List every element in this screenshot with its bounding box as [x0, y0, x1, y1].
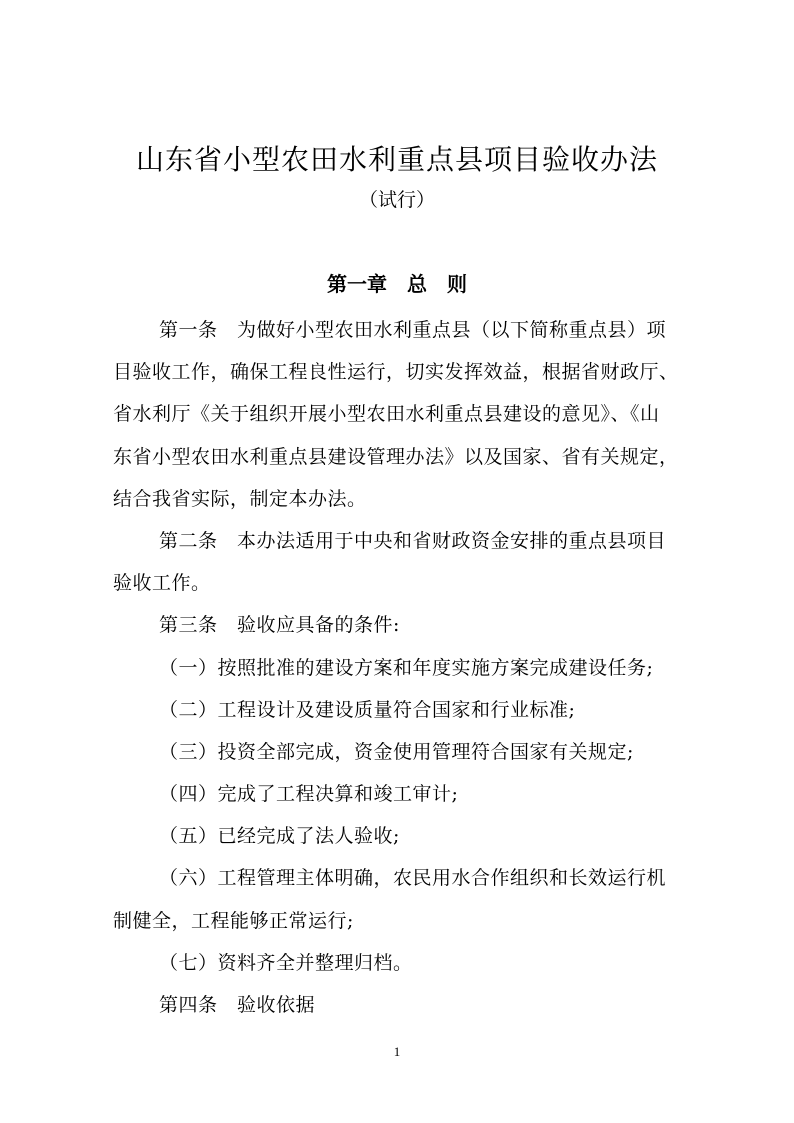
line-text: （四）完成了工程决算和竣工审计; [159, 783, 459, 806]
text-line [113, 436, 685, 478]
text-line [113, 900, 685, 942]
document-body [113, 309, 685, 1026]
text-line [113, 478, 685, 520]
text-line [113, 689, 685, 731]
line-text: 制健全，工程能够正常运行; [113, 909, 354, 932]
line-text: （二）工程设计及建设质量符合国家和行业标准; [159, 698, 576, 721]
article-label: 第一条 [159, 319, 238, 341]
line-text: （三）投资全部完成，资金使用管理符合国家有关规定; [159, 740, 634, 763]
text-line [113, 351, 685, 393]
line-text: 省水利厅《关于组织开展小型农田水利重点县建设的意见》、《山 [113, 403, 660, 426]
text-line [113, 984, 685, 1026]
line-text: 验收应具备的条件: [237, 614, 400, 637]
text-line [113, 520, 685, 562]
line-text: 本办法适用于中央和省财政资金安排的重点县项目 [237, 529, 667, 552]
text-line [113, 604, 685, 646]
line-text: 为做好小型农田水利重点县（以下简称重点县）项 [237, 319, 667, 341]
text-line [113, 815, 685, 857]
line-text: （一）按照批准的建设方案和年度实施方案完成建设任务; [159, 656, 654, 679]
line-text: 验收依据 [237, 994, 316, 1016]
article-label: 第三条 [159, 614, 238, 637]
line-text: 东省小型农田水利重点县建设管理办法》以及国家、省有关规定， [113, 445, 679, 468]
line-text: （六）工程管理主体明确，农民用水合作组织和长效运行机 [159, 867, 667, 890]
text-line [113, 393, 685, 435]
text-line [113, 731, 685, 773]
line-text: 目验收工作，确保工程良性运行，切实发挥效益，根据省财政厅、 [113, 361, 679, 384]
line-text: 验收工作。 [113, 572, 211, 595]
text-line [113, 309, 685, 351]
line-text: 结合我省实际，制定本办法。 [113, 487, 367, 510]
text-line [113, 942, 685, 984]
document-subtitle: （试行） [358, 189, 435, 211]
document-title: 山东省小型农田水利重点县项目验收办法 [135, 143, 658, 176]
text-line [113, 562, 685, 604]
chapter-heading: 第一章 总 则 [327, 272, 467, 296]
article-label: 第四条 [159, 994, 238, 1016]
article-label: 第二条 [159, 529, 238, 552]
line-text: （五）已经完成了法人验收; [159, 825, 400, 848]
line-text: （七）资料齐全并整理归档。 [159, 951, 413, 974]
text-line [113, 857, 685, 899]
page-number: 1 [393, 1044, 401, 1059]
text-line [113, 773, 685, 815]
text-line [113, 647, 685, 689]
